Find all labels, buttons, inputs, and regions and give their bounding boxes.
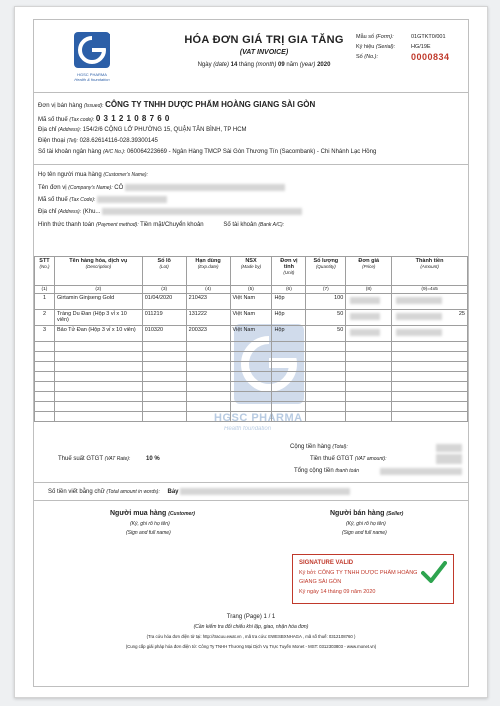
table-cell-empty — [35, 372, 55, 382]
table-cell-empty — [272, 362, 306, 372]
table-cell-desc: Tràng Du Đan (Hộp 3 vỉ x 10 viên) — [54, 310, 142, 326]
table-cell-amount: 25 — [392, 310, 468, 326]
table-cell-empty — [272, 412, 306, 422]
buyer-company-row: Tên đơn vị (Company's Name): CÔ — [38, 184, 285, 191]
seller-tax-row: Mã số thuế (Tax code): 0 3 1 2 1 0 8 7 6 0 — [38, 114, 170, 123]
table-row-empty — [35, 382, 468, 392]
table-cell-exp: 200323 — [186, 326, 230, 342]
digital-signature-box — [292, 554, 454, 604]
vat-rate-row: Thuế suất GTGT (VAT Rate): 10 % — [58, 456, 160, 462]
invoice-sheet — [14, 6, 488, 698]
column-header: Đơn vị tính (Unit) — [272, 257, 306, 286]
amount-words-row: Số tiền viết bằng chữ (Total amount in words): Bảy — [48, 488, 350, 495]
table-row — [35, 326, 468, 342]
table-cell-empty — [142, 392, 186, 402]
table-cell-empty — [306, 402, 346, 412]
column-header: Tên hàng hóa, dịch vụ (Description) — [54, 257, 142, 286]
table-cell-empty — [142, 352, 186, 362]
table-cell-qty: 100 — [306, 294, 346, 310]
table-cell-desc: Girtamin Ginjseng Gold — [54, 294, 142, 310]
table-cell-empty — [35, 412, 55, 422]
table-cell-empty — [186, 392, 230, 402]
seller-bank-row: Số tài khoản ngân hàng (A/C No.): 060064223669 - Ngân Hàng TMCP Sài Gòn Thương Tín (Sacombank) - Chi Nhánh Lạc Hồng — [38, 149, 377, 155]
table-cell-lot: 01/04/2020 — [142, 294, 186, 310]
page-number: Trang (Page) 1 / 1 — [226, 614, 276, 620]
table-cell-empty — [54, 412, 142, 422]
table-cell-empty — [272, 392, 306, 402]
table-cell-unit: Hộp — [272, 326, 306, 342]
column-number: (1) — [35, 286, 55, 294]
seller-name-row: Đơn vị bán hàng (Issued): CÔNG TY TNHH DƯỢC PHẨM HOÀNG GIANG SÀI GÒN — [38, 100, 316, 109]
buyer-payment-row: Hình thức thanh toán (Payment method): Tiền mặt/Chuyển khoản Số tài khoản (Bank A/C): — [38, 222, 284, 228]
table-cell-empty — [54, 342, 142, 352]
table-row-empty — [35, 372, 468, 382]
redacted-vat — [436, 454, 462, 464]
table-cell-empty — [54, 382, 142, 392]
table-cell-empty — [35, 392, 55, 402]
table-row — [35, 294, 468, 310]
redacted-address — [102, 208, 302, 215]
provider-info: (Cung cấp giải pháp hóa đơn điện tử: Công Ty TNHH Thương Mại Dịch Vụ Trực Tuyến Monet - MST: 0312303803 - www.monet.vn) — [125, 644, 377, 649]
signature-signer-line2: GIANG SÀI GÒN — [299, 579, 342, 585]
table-cell-empty — [54, 402, 142, 412]
table-cell-empty — [346, 362, 392, 372]
table-cell-empty — [35, 352, 55, 362]
table-cell-qty: 50 — [306, 326, 346, 342]
divider — [34, 482, 468, 483]
table-row-empty — [35, 402, 468, 412]
divider — [34, 92, 468, 93]
redacted-tax — [97, 196, 167, 203]
table-cell-empty — [54, 392, 142, 402]
table-row-empty — [35, 362, 468, 372]
table-cell-empty — [35, 362, 55, 372]
signature-valid-label: SIGNATURE VALID — [299, 560, 354, 566]
footer-note: (Cần kiểm tra đối chiếu khi lập, giao, nhận hóa đơn) — [193, 624, 309, 630]
table-cell-lot: 010320 — [142, 326, 186, 342]
column-number: (4) — [186, 286, 230, 294]
table-cell-empty — [306, 412, 346, 422]
table-cell-unit: Hộp — [272, 294, 306, 310]
table-row — [35, 310, 468, 326]
table-cell-price — [346, 326, 392, 342]
redacted-value — [396, 297, 442, 304]
table-cell-empty — [306, 342, 346, 352]
table-cell-empty — [392, 402, 468, 412]
table-cell-exp: 210423 — [186, 294, 230, 310]
table-cell-stt: 2 — [35, 310, 55, 326]
table-cell-amount — [392, 294, 468, 310]
table-cell-qty: 50 — [306, 310, 346, 326]
table-cell-empty — [230, 382, 272, 392]
table-header-row — [35, 257, 468, 286]
redacted-total — [436, 444, 462, 452]
seller-signature-note-en: (Sign and full name) — [342, 530, 387, 536]
table-cell-empty — [392, 392, 468, 402]
invoice-title: HÓA ĐƠN GIÁ TRỊ GIA TĂNG — [184, 34, 344, 46]
table-cell-empty — [272, 402, 306, 412]
table-cell-empty — [230, 342, 272, 352]
table-cell-price — [346, 294, 392, 310]
table-cell-desc: Bảo Tử Đan (Hộp 3 vỉ x 10 viên) — [54, 326, 142, 342]
invoice-number: Số (No.): 0000834 — [356, 52, 450, 62]
column-number: (7) — [306, 286, 346, 294]
table-cell-empty — [186, 372, 230, 382]
watermark-sub: Health foundation — [224, 426, 272, 432]
table-cell-empty — [142, 412, 186, 422]
table-cell-price — [346, 310, 392, 326]
column-header: STT (No.) — [35, 257, 55, 286]
invoice-date: Ngày (date) 14 tháng (month) 09 năm (year) 2020 — [197, 62, 331, 68]
vat-amount-row: Tiền thuế GTGT (VAT amount): — [310, 456, 387, 462]
total-row: Cộng tiền hàng (Total): — [290, 444, 348, 450]
table-cell-empty — [54, 362, 142, 372]
buyer-tax-row: Mã số thuế (Tax Code): — [38, 196, 167, 203]
table-cell-empty — [186, 412, 230, 422]
redacted-value — [396, 329, 442, 336]
table-cell-empty — [346, 352, 392, 362]
buyer-signature-note-en: (Sign and full name) — [126, 530, 171, 536]
table-row-empty — [35, 352, 468, 362]
buyer-address-row: Địa chỉ (Address): (Khu... — [38, 208, 302, 215]
table-cell-empty — [306, 362, 346, 372]
divider — [34, 500, 468, 501]
buyer-name-row: Họ tên người mua hàng (Customer's Name): — [38, 172, 148, 178]
divider — [34, 164, 468, 165]
table-cell-empty — [186, 402, 230, 412]
table-cell-empty — [306, 372, 346, 382]
table-cell-empty — [272, 372, 306, 382]
form-number: Mẫu số (Form): 01GTKT0/001 — [356, 34, 446, 40]
table-cell-empty — [392, 382, 468, 392]
table-cell-exp: 131222 — [186, 310, 230, 326]
table-cell-empty — [35, 402, 55, 412]
redacted-value — [350, 297, 380, 304]
column-number: (8) — [346, 286, 392, 294]
table-cell-unit: Hộp — [272, 310, 306, 326]
column-header: NSX (Made by) — [230, 257, 272, 286]
table-cell-empty — [142, 342, 186, 352]
redacted-words — [180, 488, 350, 495]
table-cell-empty — [186, 382, 230, 392]
table-cell-empty — [230, 402, 272, 412]
redacted-value — [350, 329, 380, 336]
table-cell-lot: 011219 — [142, 310, 186, 326]
table-cell-empty — [54, 372, 142, 382]
table-cell-empty — [346, 342, 392, 352]
table-cell-empty — [392, 372, 468, 382]
table-cell-empty — [142, 372, 186, 382]
table-cell-empty — [306, 392, 346, 402]
checkmark-icon — [421, 561, 447, 583]
column-number: (9)=4x5 — [392, 286, 468, 294]
table-cell-amount — [392, 326, 468, 342]
column-number: (5) — [230, 286, 272, 294]
table-cell-empty — [346, 402, 392, 412]
seller-signature-note: (Ký, ghi rõ họ tên) — [346, 521, 386, 527]
seller-signature-title: Người bán hàng (Seller) — [330, 510, 404, 517]
logo-text: HGSC PHARMA Health & foundation — [74, 72, 110, 82]
signature-signer-line1: Ký bởi: CÔNG TY TNHH DƯỢC PHẨM HOÀNG — [299, 570, 418, 576]
table-cell-empty — [186, 352, 230, 362]
company-logo — [72, 30, 112, 70]
table-cell-empty — [142, 362, 186, 372]
table-cell-nsx: Việt Nam — [230, 326, 272, 342]
buyer-signature-title: Người mua hàng (Customer) — [110, 510, 195, 517]
table-cell-empty — [230, 352, 272, 362]
signature-date: Ký ngày 14 tháng 09 năm 2020 — [299, 589, 376, 595]
column-number: (3) — [142, 286, 186, 294]
buyer-signature-note: (Ký, ghi rõ họ tên) — [130, 521, 170, 527]
table-row-empty — [35, 412, 468, 422]
table-cell-empty — [392, 342, 468, 352]
table-cell-empty — [392, 352, 468, 362]
table-cell-empty — [272, 352, 306, 362]
watermark-text: HGSC PHARMA — [214, 412, 303, 424]
column-header: Số lượng (Quantity) — [306, 257, 346, 286]
column-header: Số lô (Lot) — [142, 257, 186, 286]
column-header: Đơn giá (Price) — [346, 257, 392, 286]
redacted-company — [125, 184, 285, 191]
invoice-frame — [33, 19, 469, 687]
redacted-value — [350, 313, 380, 320]
table-cell-empty — [35, 382, 55, 392]
grand-total-row: Tổng cộng tiền thanh toán — [294, 468, 360, 474]
seller-phone-row: Điện thoại (Tel): 028.62614116-028.39300145 — [38, 138, 158, 144]
table-cell-empty — [392, 412, 468, 422]
column-header: Hạn dùng (Exp.date) — [186, 257, 230, 286]
table-cell-nsx: Việt Nam — [230, 310, 272, 326]
table-row-empty — [35, 342, 468, 352]
redacted-value — [396, 313, 442, 320]
table-cell-empty — [392, 362, 468, 372]
table-cell-empty — [54, 352, 142, 362]
table-cell-empty — [186, 342, 230, 352]
table-cell-empty — [272, 342, 306, 352]
table-cell-empty — [230, 412, 272, 422]
column-header: Thành tiền (Amount) — [392, 257, 468, 286]
table-row-empty — [35, 392, 468, 402]
serial-number: Ký hiệu (Serial): HG/19E — [356, 44, 431, 50]
redacted-grand — [380, 468, 462, 475]
table-cell-nsx: Việt Nam — [230, 294, 272, 310]
column-number: (2) — [54, 286, 142, 294]
table-cell-empty — [230, 392, 272, 402]
table-cell-empty — [346, 372, 392, 382]
table-cell-empty — [306, 352, 346, 362]
table-cell-empty — [35, 342, 55, 352]
table-cell-empty — [346, 392, 392, 402]
table-cell-empty — [346, 382, 392, 392]
table-number-row — [35, 286, 468, 294]
seller-address-row: Địa chỉ (Address): 154/2/6 CỘNG LỞ PHƯỜNG 15, QUẬN TÂN BÌNH, TP HCM — [38, 127, 247, 133]
invoice-subtitle: (VAT INVOICE) — [239, 49, 289, 56]
column-number: (6) — [272, 286, 306, 294]
table-cell-empty — [230, 372, 272, 382]
table-cell-empty — [142, 402, 186, 412]
table-cell-empty — [142, 382, 186, 392]
table-cell-empty — [230, 362, 272, 372]
items-table — [34, 256, 468, 422]
table-cell-empty — [186, 362, 230, 372]
lookup-info: (Tra cứu hóa đơn điện tử tại: http://tracuu.ewat.vn , mã tra cứu: EWESBXNHAGA , mã số thuế: 0312108760 ) — [146, 634, 356, 639]
table-cell-stt: 3 — [35, 326, 55, 342]
table-cell-stt: 1 — [35, 294, 55, 310]
table-cell-empty — [346, 412, 392, 422]
table-cell-empty — [306, 382, 346, 392]
table-cell-empty — [272, 382, 306, 392]
